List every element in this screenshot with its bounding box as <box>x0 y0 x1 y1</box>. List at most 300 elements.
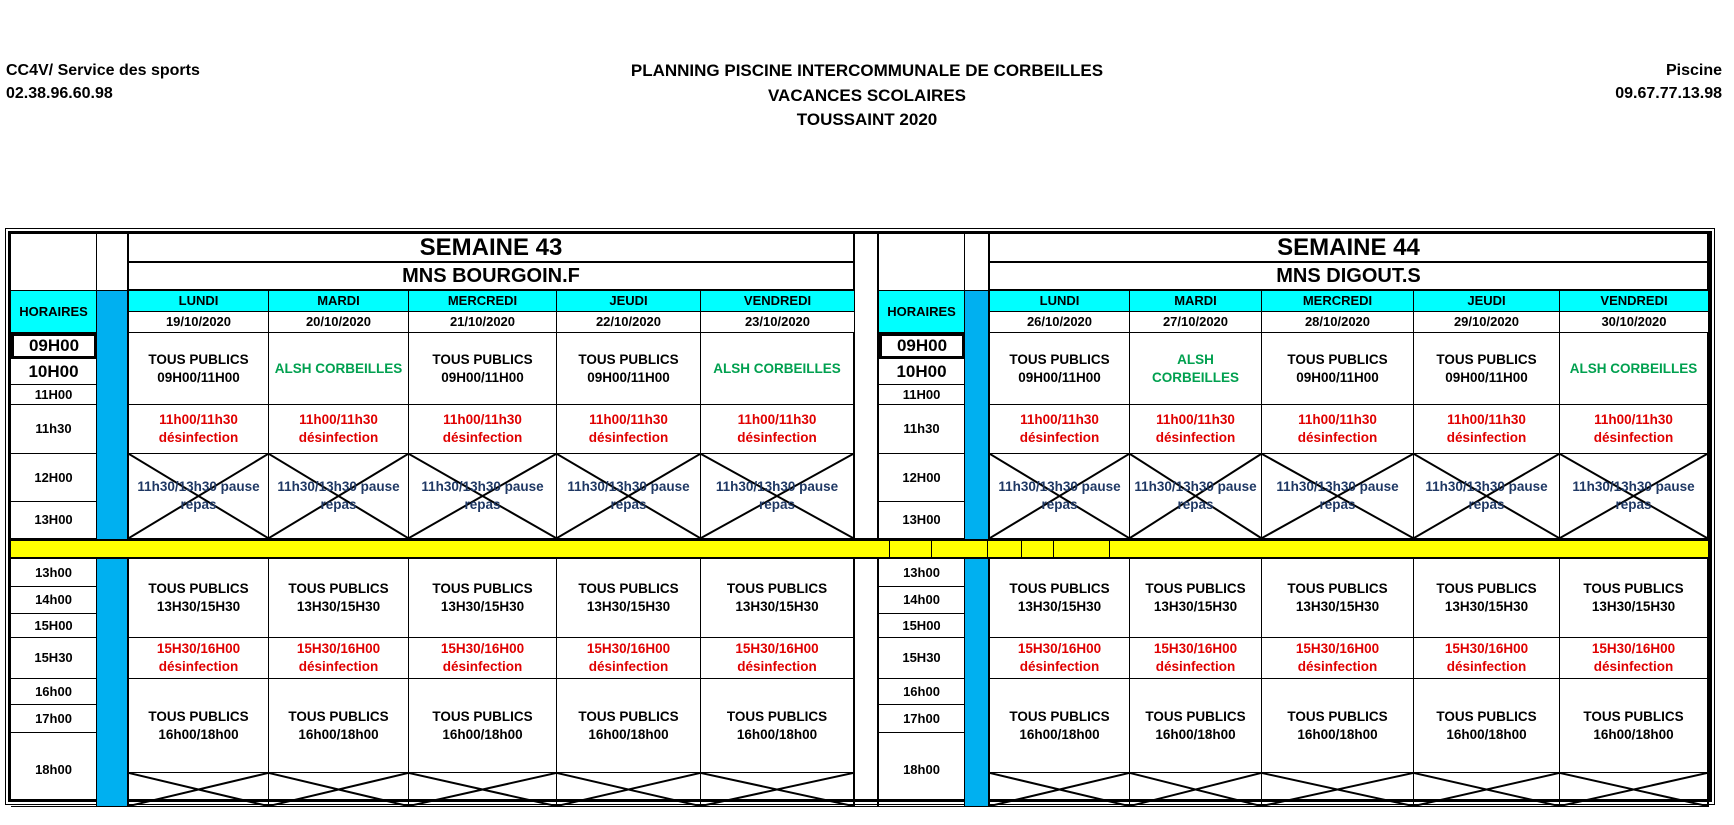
week-43-morning-slot <box>129 333 269 405</box>
activity-hours: 09H00/11H00 <box>441 369 524 385</box>
disinfection-label: désinfection <box>1446 659 1527 674</box>
disinfection-time: 15H30/16H00 <box>296 641 381 656</box>
time-label: 12H00 <box>34 469 73 485</box>
public-slot <box>1262 559 1414 638</box>
activity-hours: 16h00/18h00 <box>1155 726 1236 742</box>
activity-name: TOUS PUBLICS <box>1145 708 1246 724</box>
title-line-2: VACANCES SCOLAIRES <box>767 85 967 105</box>
time-1600 <box>879 679 965 705</box>
disinfection-label: désinfection <box>737 430 817 445</box>
activity-name: TOUS PUBLICS <box>148 351 249 367</box>
week-43-morning-slot <box>409 333 557 405</box>
public-slot <box>1560 559 1709 638</box>
disinfection-time: 11h00/11h30 <box>1298 412 1377 427</box>
activity-name-cont: CORBEILLES <box>1151 369 1239 385</box>
disinfection-label: désinfection <box>588 430 669 445</box>
disinfection-label: désinfection <box>298 659 379 674</box>
midday-band <box>11 539 1709 559</box>
disinfection-slot <box>409 405 557 454</box>
cross-mark <box>557 773 700 806</box>
time-label: 13H00 <box>902 512 941 527</box>
time-1300-pm <box>11 559 97 587</box>
activity-name: TOUS PUBLICS <box>432 351 533 367</box>
disinfection-slot <box>1130 638 1262 679</box>
activity-hours: 13H30/15H30 <box>1591 599 1676 614</box>
closed-slot <box>701 773 855 807</box>
time-label: 15H00 <box>902 617 941 633</box>
disinfection-slot <box>1560 638 1709 679</box>
public-slot <box>557 559 701 638</box>
public-slot <box>1414 679 1560 773</box>
week-44-morning-slot <box>1130 333 1262 405</box>
activity-hours: 09H00/11H00 <box>1296 369 1379 385</box>
lunch-break-slot <box>701 454 855 539</box>
disinfection-slot <box>1262 638 1414 679</box>
week-44-morning-slot <box>1414 333 1560 405</box>
time-label: 18h00 <box>903 761 940 777</box>
time-1200 <box>11 454 97 502</box>
public-slot <box>129 679 269 773</box>
week-44-morning-slot <box>990 333 1130 405</box>
week-44-morning-slot <box>1262 333 1414 405</box>
disinfection-time: 11h00/11h30 <box>1020 412 1099 427</box>
week-44-date <box>990 312 1130 333</box>
closed-slot <box>557 773 701 807</box>
disinfection-slot <box>1414 405 1560 454</box>
disinfection-time: 15H30/16H00 <box>1591 641 1676 656</box>
disinfection-slot <box>409 638 557 679</box>
week-43-day-header <box>557 291 701 312</box>
disinfection-time: 15H30/16H00 <box>1444 641 1529 656</box>
disinfection-slot <box>269 405 409 454</box>
activity-name: ALSH CORBEILLES <box>713 360 841 376</box>
disinfection-label: désinfection <box>1593 659 1674 674</box>
cross-mark <box>129 773 268 806</box>
week-43-day-header <box>701 291 855 312</box>
disinfection-slot <box>557 638 701 679</box>
week-43-morning-slot <box>269 333 409 405</box>
week-43-date-text: 23/10/2020 <box>744 314 811 329</box>
week-44-day-header <box>1560 291 1709 312</box>
closed-slot <box>409 773 557 807</box>
disinfection-time: 11h00/11h30 <box>737 412 817 427</box>
disinfection-time: 15H30/16H00 <box>1017 641 1102 656</box>
time-1500 <box>879 614 965 638</box>
time-label: 10H00 <box>896 361 947 381</box>
public-slot <box>269 679 409 773</box>
disinfection-label: désinfection <box>1019 659 1100 674</box>
week-44-date-text: 26/10/2020 <box>1026 314 1093 329</box>
week-43-mns-text: MNS BOURGOIN.F <box>402 265 580 287</box>
disinfection-label: désinfection <box>1297 659 1378 674</box>
week-44-day-header <box>1130 291 1262 312</box>
time-label: 09H00 <box>28 336 80 355</box>
activity-hours: 13H30/15H30 <box>1153 599 1238 614</box>
lunch-break-label: 11h30/13h30 pause repas <box>277 479 400 512</box>
week-43-horaires-text: HORAIRES <box>19 303 88 319</box>
pool-phone: 09.67.77.13.98 <box>1615 85 1722 102</box>
public-slot <box>557 679 701 773</box>
activity-hours: 13H30/15H30 <box>1444 599 1529 614</box>
activity-name: TOUS PUBLICS <box>578 708 679 724</box>
organization-phone: 02.38.96.60.98 <box>6 85 113 102</box>
time-label: 11H00 <box>34 386 73 402</box>
lunch-break-label: 11h30/13h30 pause repas <box>137 479 260 512</box>
week-44-corner-gap <box>965 234 990 291</box>
activity-name: TOUS PUBLICS <box>432 708 533 724</box>
disinfection-slot <box>1262 405 1414 454</box>
activity-name: TOUS PUBLICS <box>726 581 828 596</box>
public-slot <box>1262 679 1414 773</box>
week-43-side-bar-pm <box>97 559 129 807</box>
week-44-horaires <box>879 291 965 333</box>
activity-name: TOUS PUBLICS <box>1287 351 1388 367</box>
public-slot <box>409 559 557 638</box>
time-label: 14h00 <box>903 592 940 607</box>
lunch-break-slot <box>557 454 701 539</box>
time-label: 13h00 <box>35 564 72 580</box>
week-43-title <box>129 234 855 263</box>
time-label: 15H30 <box>34 650 73 665</box>
cross-mark <box>1262 773 1413 806</box>
week-44-date <box>1130 312 1262 333</box>
disinfection-time: 11h00/11h30 <box>299 412 378 427</box>
schedule-table <box>8 231 1712 802</box>
week-43-morning-slot <box>557 333 701 405</box>
activity-name: TOUS PUBLICS <box>432 581 533 596</box>
activity-name: ALSH <box>1177 351 1214 367</box>
time-1300 <box>879 502 965 539</box>
disinfection-label: désinfection <box>1593 430 1674 445</box>
activity-name: ALSH CORBEILLES <box>274 360 403 376</box>
cross-mark <box>269 773 408 806</box>
time-label: 16h00 <box>903 683 940 699</box>
time-1800 <box>11 733 97 807</box>
disinfection-slot <box>990 405 1130 454</box>
disinfection-label: désinfection <box>158 659 239 674</box>
lunch-break-slot <box>1414 454 1560 539</box>
time-1200 <box>879 454 965 502</box>
week-43-date-text: 19/10/2020 <box>165 314 232 329</box>
disinfection-slot <box>269 638 409 679</box>
week-44-morning-slot <box>1560 333 1709 405</box>
time-label: 15H00 <box>34 617 73 633</box>
disinfection-time: 11h00/11h30 <box>159 412 238 427</box>
week-43-day-name: MERCREDI <box>447 293 518 308</box>
week-43-date <box>409 312 557 333</box>
activity-hours: 16h00/18h00 <box>298 726 379 742</box>
cross-mark <box>701 773 853 806</box>
closed-slot <box>1560 773 1709 807</box>
disinfection-label: désinfection <box>442 430 523 445</box>
week-43-date <box>129 312 269 333</box>
disinfection-time: 11h00/11h30 <box>443 412 522 427</box>
lunch-break-label: 11h30/13h30 pause repas <box>1572 479 1695 512</box>
activity-hours: 16h00/18h00 <box>1019 726 1100 742</box>
public-slot <box>701 559 855 638</box>
lunch-break-label: 11h30/13h30 pause repas <box>421 479 544 512</box>
time-1600 <box>11 679 97 705</box>
time-1130 <box>11 405 97 454</box>
time-1500 <box>11 614 97 638</box>
disinfection-time: 11h00/11h30 <box>1156 412 1235 427</box>
activity-hours: 13H30/15H30 <box>586 599 671 614</box>
time-1300 <box>11 502 97 539</box>
time-label: 11H00 <box>902 386 941 402</box>
disinfection-time: 15H30/16H00 <box>1295 641 1380 656</box>
week-44-date-text: 29/10/2020 <box>1453 314 1520 329</box>
time-1700 <box>879 705 965 733</box>
time-1530 <box>879 638 965 679</box>
disinfection-slot <box>1560 405 1709 454</box>
time-label: 12H00 <box>902 469 941 485</box>
week-43-corner-gap <box>97 234 129 291</box>
public-slot <box>1560 679 1709 773</box>
lunch-break-label: 11h30/13h30 pause repas <box>567 479 690 512</box>
public-slot <box>129 559 269 638</box>
week-43-title-text: SEMAINE 43 <box>419 234 563 261</box>
week-44-day-name: JEUDI <box>1467 293 1506 308</box>
week-44-horaires-text: HORAIRES <box>887 303 956 319</box>
disinfection-slot <box>701 638 855 679</box>
week-44-date <box>1262 312 1414 333</box>
week-43-horaires <box>11 291 97 333</box>
activity-hours: 13H30/15H30 <box>440 599 525 614</box>
activity-hours: 09H00/11H00 <box>1445 369 1528 385</box>
activity-name: TOUS PUBLICS <box>1583 581 1684 596</box>
week-43-day-name: LUNDI <box>178 293 219 308</box>
time-0900 <box>879 333 965 359</box>
disinfection-label: désinfection <box>1019 430 1100 445</box>
week-43-morning-slot <box>701 333 855 405</box>
pool-contact <box>1615 59 1722 105</box>
title-line-1: PLANNING PISCINE INTERCOMMUNALE DE CORBEILLES <box>630 61 1104 80</box>
lunch-break-label: 11h30/13h30 pause repas <box>1276 479 1399 512</box>
disinfection-time: 11h00/11h30 <box>589 412 668 427</box>
disinfection-time: 11h00/11h30 <box>1594 412 1673 427</box>
midday-band-boxes <box>11 541 1708 557</box>
public-slot <box>1130 559 1262 638</box>
time-label: 14h00 <box>35 592 72 607</box>
week-43-day-header <box>129 291 269 312</box>
time-label: 11h30 <box>903 421 940 436</box>
week-43-day-header <box>409 291 557 312</box>
week-44-title-text: SEMAINE 44 <box>1277 234 1420 261</box>
activity-name: TOUS PUBLICS <box>1287 708 1388 724</box>
activity-name: TOUS PUBLICS <box>1436 351 1537 367</box>
activity-hours: 09H00/11H00 <box>587 369 670 385</box>
time-1100 <box>879 385 965 405</box>
organization-name: CC4V/ Service des sports <box>6 62 200 79</box>
time-label: 17h00 <box>903 710 940 726</box>
week-44-corner <box>879 234 965 291</box>
lunch-break-slot <box>1130 454 1262 539</box>
time-1000 <box>11 359 97 385</box>
activity-name: TOUS PUBLICS <box>1009 581 1110 596</box>
cross-mark <box>1414 773 1559 806</box>
lunch-break-label: 11h30/13h30 pause repas <box>1134 479 1257 512</box>
public-slot <box>1130 679 1262 773</box>
public-slot <box>701 679 855 773</box>
cross-mark <box>990 773 1129 806</box>
title-line-3: TOUSSAINT 2020 <box>796 110 938 129</box>
activity-hours: 09H00/11H00 <box>157 369 240 385</box>
disinfection-label: désinfection <box>1446 430 1527 445</box>
week-43-corner <box>11 234 97 291</box>
week-44-day-name: LUNDI <box>1039 293 1080 308</box>
lunch-break-slot <box>990 454 1130 539</box>
disinfection-slot <box>701 405 855 454</box>
activity-hours: 16h00/18h00 <box>1446 726 1527 742</box>
disinfection-time: 15H30/16H00 <box>440 641 525 656</box>
activity-hours: 13H30/15H30 <box>296 599 381 614</box>
disinfection-label: désinfection <box>1155 430 1236 445</box>
lunch-break-slot <box>1262 454 1414 539</box>
public-slot <box>269 559 409 638</box>
public-slot <box>990 679 1130 773</box>
week-44-day-header <box>990 291 1130 312</box>
time-label: 13H00 <box>34 512 73 527</box>
disinfection-slot <box>1414 638 1560 679</box>
document-title <box>0 59 1734 133</box>
activity-name: TOUS PUBLICS <box>148 581 249 596</box>
activity-name: TOUS PUBLICS <box>1287 581 1388 596</box>
closed-slot <box>1414 773 1560 807</box>
disinfection-label: désinfection <box>442 659 523 674</box>
lunch-break-slot <box>409 454 557 539</box>
lunch-break-slot <box>129 454 269 539</box>
week-44-day-name: MARDI <box>1174 293 1217 308</box>
time-1100 <box>11 385 97 405</box>
time-label: 15H30 <box>902 650 941 665</box>
week-43-day-name: MARDI <box>317 293 360 308</box>
public-slot <box>990 559 1130 638</box>
activity-name: TOUS PUBLICS <box>1145 581 1246 596</box>
activity-name: TOUS PUBLICS <box>288 581 389 596</box>
week-44-day-name: MERCREDI <box>1302 293 1373 308</box>
cross-mark <box>1560 773 1707 806</box>
week-separator-am <box>855 234 879 539</box>
activity-name: TOUS PUBLICS <box>726 708 828 724</box>
activity-hours: 16h00/18h00 <box>1593 726 1674 742</box>
week-44-day-name: VENDREDI <box>1600 293 1668 308</box>
time-label: 11h30 <box>35 421 72 436</box>
time-1130 <box>879 405 965 454</box>
week-44-date <box>1414 312 1560 333</box>
week-43-date-text: 22/10/2020 <box>595 314 662 329</box>
week-44-day-header <box>1414 291 1560 312</box>
disinfection-slot <box>129 638 269 679</box>
time-1400 <box>879 587 965 614</box>
activity-name: TOUS PUBLICS <box>578 581 679 596</box>
lunch-break-slot <box>1560 454 1709 539</box>
lunch-break-label: 11h30/13h30 pause repas <box>1425 479 1548 512</box>
lunch-break-slot <box>269 454 409 539</box>
time-0900 <box>11 333 97 359</box>
activity-hours: 16h00/18h00 <box>1297 726 1378 742</box>
closed-slot <box>1130 773 1262 807</box>
disinfection-time: 15H30/16H00 <box>586 641 671 656</box>
time-1700 <box>11 705 97 733</box>
activity-name: TOUS PUBLICS <box>578 351 679 367</box>
disinfection-label: désinfection <box>298 430 379 445</box>
time-1800 <box>879 733 965 807</box>
time-label: 17h00 <box>35 710 72 726</box>
disinfection-time: 11h00/11h30 <box>1447 412 1526 427</box>
week-43-mns <box>129 263 855 291</box>
disinfection-slot <box>129 405 269 454</box>
disinfection-label: désinfection <box>737 659 817 674</box>
disinfection-label: désinfection <box>1297 430 1378 445</box>
disinfection-label: désinfection <box>1155 659 1236 674</box>
week-44-date-text: 28/10/2020 <box>1304 314 1371 329</box>
week-separator-pm <box>855 559 879 807</box>
week-43-date <box>557 312 701 333</box>
time-label: 09H00 <box>896 336 948 355</box>
activity-hours: 16h00/18h00 <box>158 726 239 742</box>
week-43-date-text: 20/10/2020 <box>305 314 372 329</box>
week-43-date <box>269 312 409 333</box>
week-44-day-header <box>1262 291 1414 312</box>
closed-slot <box>269 773 409 807</box>
disinfection-time: 15H30/16H00 <box>1153 641 1238 656</box>
activity-name: TOUS PUBLICS <box>1436 581 1537 596</box>
time-label: 18h00 <box>35 761 72 777</box>
week-43-side-bar-am <box>97 291 129 559</box>
lunch-break-label: 11h30/13h30 pause repas <box>715 479 839 512</box>
week-43-date <box>701 312 855 333</box>
disinfection-slot <box>990 638 1130 679</box>
public-slot <box>409 679 557 773</box>
time-label: 16h00 <box>35 683 72 699</box>
week-44-mns <box>990 263 1709 291</box>
disinfection-slot <box>1130 405 1262 454</box>
week-43-day-header <box>269 291 409 312</box>
week-44-date-text: 27/10/2020 <box>1162 314 1229 329</box>
week-43-day-name: VENDREDI <box>743 293 812 308</box>
disinfection-label: désinfection <box>588 659 669 674</box>
time-label: 13h00 <box>903 564 940 580</box>
time-1000 <box>879 359 965 385</box>
activity-name: ALSH CORBEILLES <box>1569 360 1698 376</box>
cross-mark <box>409 773 556 806</box>
activity-hours: 16h00/18h00 <box>736 726 818 742</box>
activity-hours: 09H00/11H00 <box>1018 369 1101 385</box>
activity-hours: 13H30/15H30 <box>156 599 241 614</box>
activity-name: TOUS PUBLICS <box>1436 708 1537 724</box>
time-1400 <box>11 587 97 614</box>
lunch-break-label: 11h30/13h30 pause repas <box>998 479 1121 512</box>
public-slot <box>1414 559 1560 638</box>
week-44-title <box>990 234 1709 263</box>
activity-name: TOUS PUBLICS <box>1009 708 1110 724</box>
week-44-date-text: 30/10/2020 <box>1601 314 1667 329</box>
activity-name: TOUS PUBLICS <box>288 708 389 724</box>
week-44-mns-text: MNS DIGOUT.S <box>1276 265 1421 287</box>
week-44-side-bar-pm <box>965 559 990 807</box>
time-label: 10H00 <box>28 361 79 381</box>
cross-mark <box>1130 773 1261 806</box>
week-43-day-name: JEUDI <box>609 293 648 308</box>
activity-hours: 13H30/15H30 <box>735 599 819 614</box>
closed-slot <box>129 773 269 807</box>
activity-name: TOUS PUBLICS <box>1009 351 1110 367</box>
activity-hours: 13H30/15H30 <box>1295 599 1380 614</box>
time-1300-pm <box>879 559 965 587</box>
activity-hours: 13H30/15H30 <box>1017 599 1102 614</box>
activity-name: TOUS PUBLICS <box>1583 708 1684 724</box>
disinfection-time: 15H30/16H00 <box>156 641 241 656</box>
